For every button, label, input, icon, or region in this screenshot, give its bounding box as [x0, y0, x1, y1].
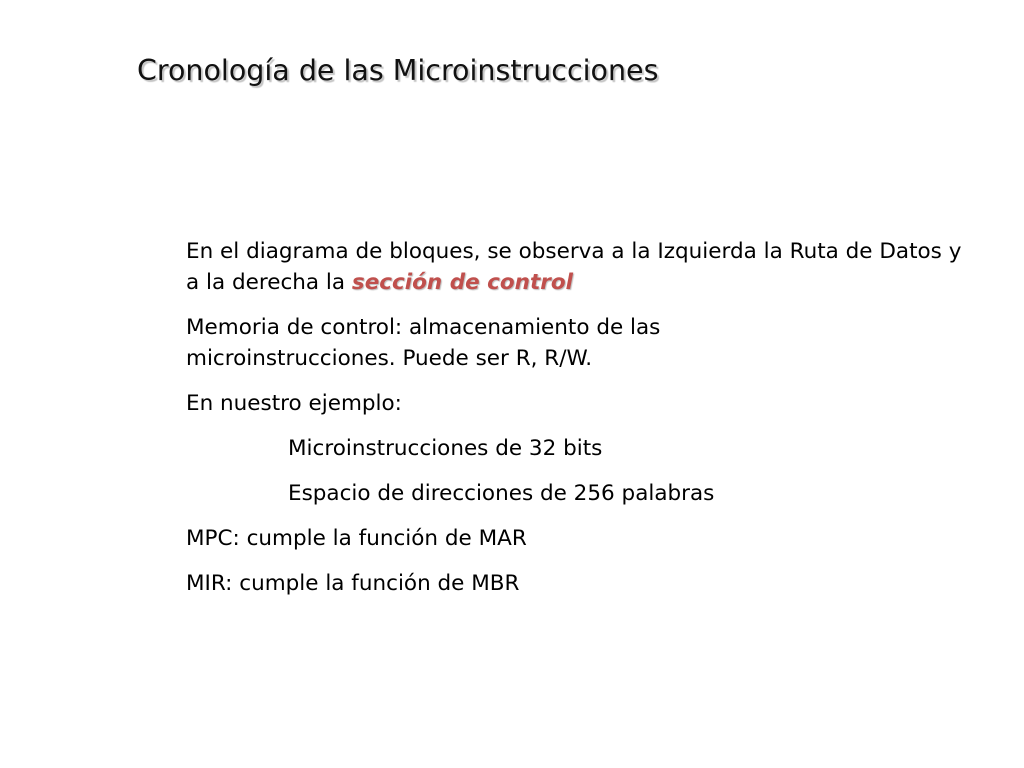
paragraph-control-memory: Memoria de control: almacenamiento de las microinstrucciones. Puede ser R, R/W. — [186, 315, 661, 371]
paragraph-address-space: Espacio de direcciones de 256 palabras — [288, 481, 715, 506]
paragraph-example-intro: En nuestro ejemplo: — [186, 391, 402, 416]
slide-body — [186, 236, 986, 613]
paragraph-mir: MIR: cumple la función de MBR — [186, 571, 520, 596]
paragraph-block-diagram — [186, 236, 976, 298]
highlighted-term: sección de control — [351, 270, 574, 295]
slide-title: Cronología de las Microinstrucciones — [137, 54, 659, 87]
paragraph-mpc: MPC: cumple la función de MAR — [186, 526, 527, 551]
paragraph-word-size: Microinstrucciones de 32 bits — [288, 436, 603, 461]
paragraph-text: En el diagrama de bloques, se observa a la Izquierda la Ruta de Datos y a la derecha la — [186, 239, 962, 295]
